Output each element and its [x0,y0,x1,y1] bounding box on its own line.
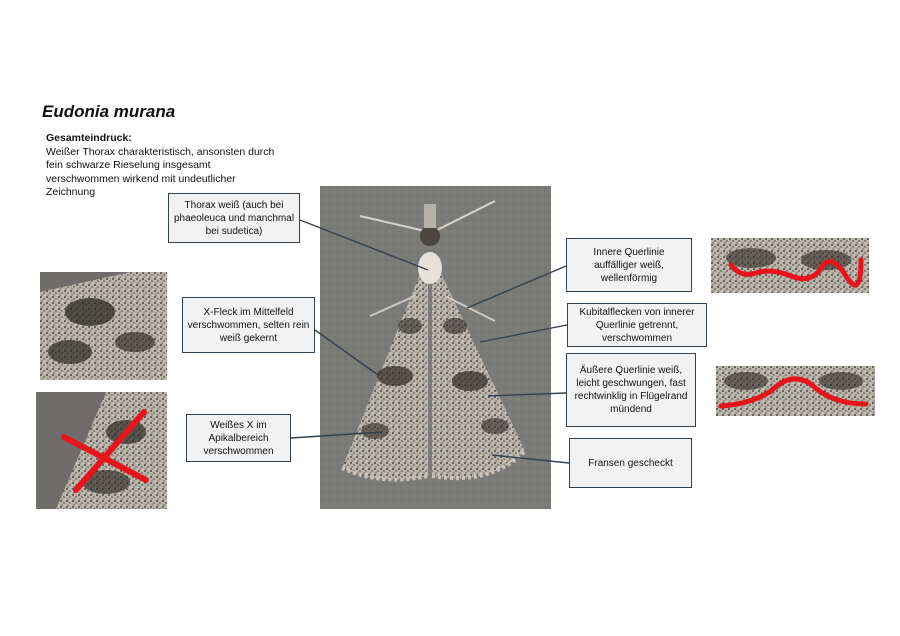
crop-outer-line-photo [716,366,875,416]
crop-apical-illustration [36,392,167,509]
callout-innere-querlinie-text: Innere Querlinie auffälliger weiß, wellenförmig [593,246,665,284]
callout-fransen [569,438,692,488]
callout-innere-querlinie [566,238,692,292]
crop-xfleck-illustration [40,272,167,380]
callout-aeussere-querlinie [566,353,696,427]
callout-kubital-text: Kubitalflecken von innerer Querlinie getrennt, verschwommen [579,306,695,344]
summary-block [46,132,286,200]
callout-weisses-x-text: Weißes X im Apikalbereich verschwommen [203,419,274,457]
crop-outer-line-illustration [716,366,875,416]
moth-illustration [320,186,551,509]
callout-weisses-x [186,414,291,462]
summary-text: Weißer Thorax charakteristisch, ansonsten durch fein schwarze Rieselung insgesamt verschwommen wirkend mit undeutlicher Zeichnung [46,145,275,198]
crop-inner-line-photo [711,238,869,293]
moth-main-photo [320,186,551,509]
crop-inner-line-illustration [711,238,869,293]
crop-apical-photo [36,392,167,509]
summary-label: Gesamteindruck: [46,132,132,144]
callout-fransen-text: Fransen gescheckt [588,457,673,469]
callout-xfleck [182,297,315,353]
callout-xfleck-text: X-Fleck im Mittelfeld verschwommen, selten rein weiß gekernt [187,306,310,344]
callout-aeussere-querlinie-text: Äußere Querlinie weiß, leicht geschwungen, fast rechtwinklig in Flügelrand mündend [574,365,688,415]
callout-thorax [168,193,300,243]
species-title: Eudonia murana [42,102,176,121]
callout-kubital [567,303,707,347]
crop-xfleck-photo [40,272,167,380]
callout-thorax-text: Thorax weiß (auch bei phaeoleuca und manchmal bei sudetica) [173,199,295,237]
